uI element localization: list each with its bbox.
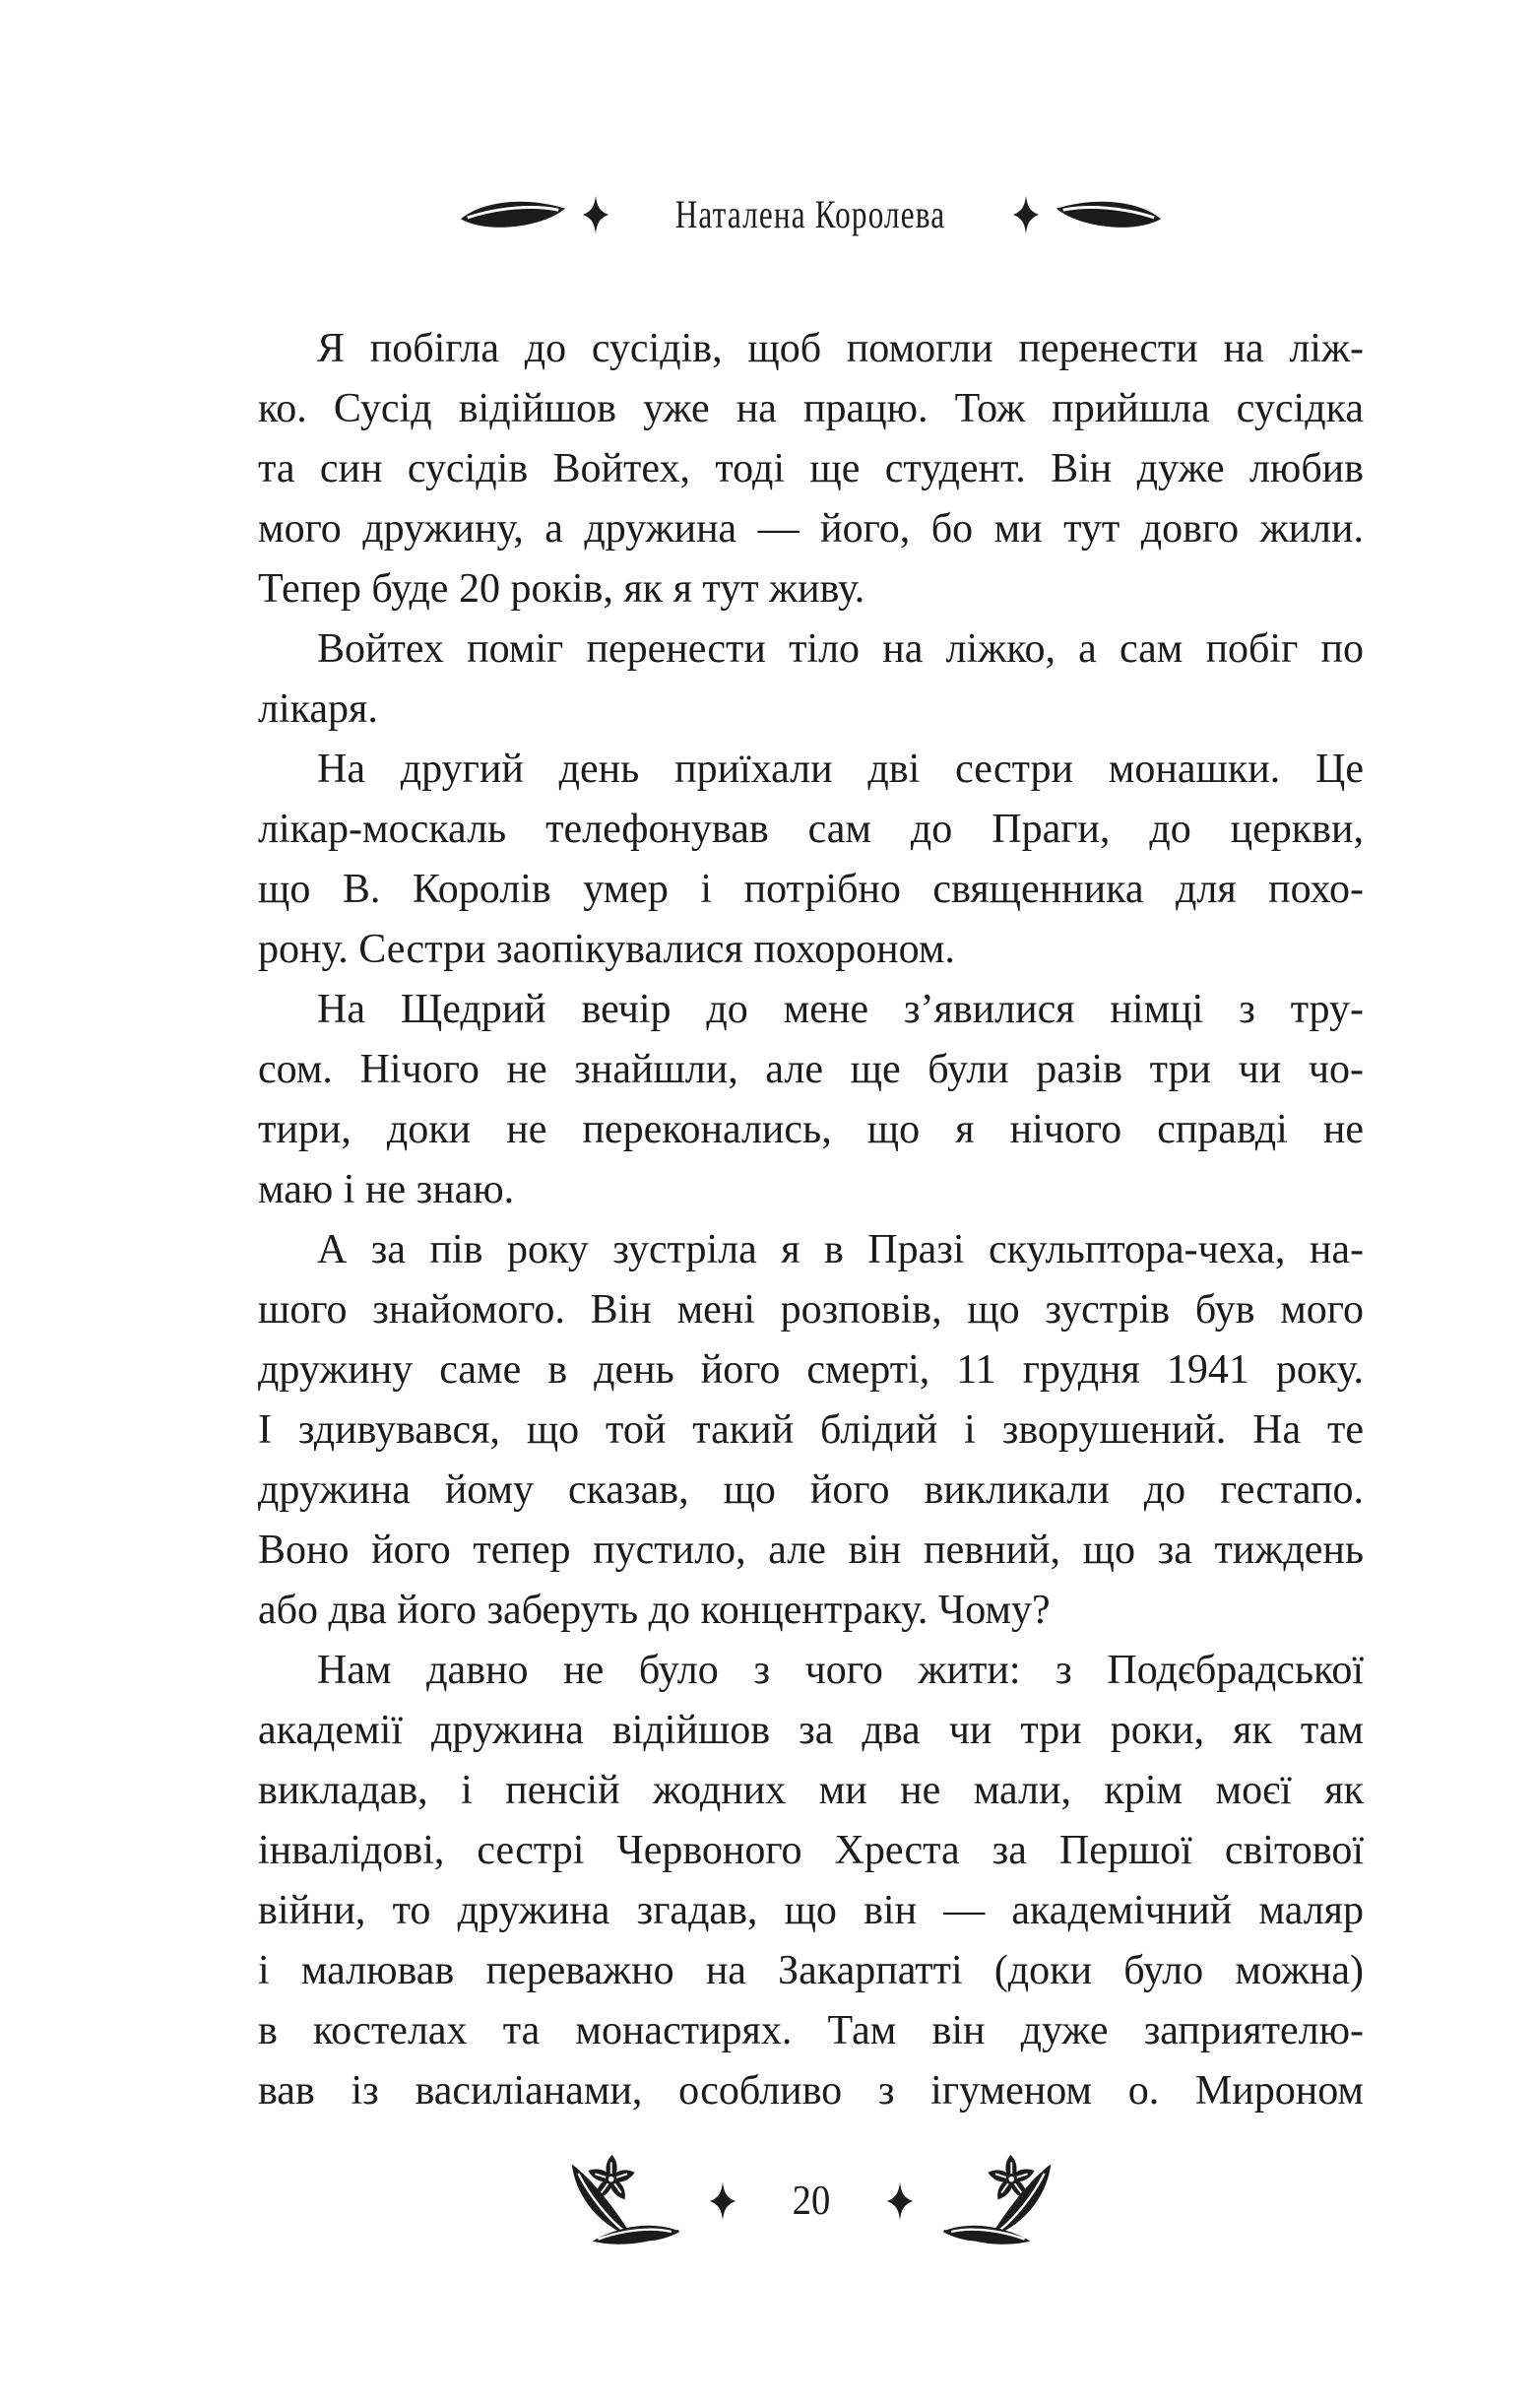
page-footer <box>258 2150 1364 2252</box>
text-line: маю і не знаю. <box>258 1167 515 1212</box>
text-line: інвалідові, сестрі Червоного Хреста за Першої світової <box>258 1828 1364 1873</box>
flower-branch-ornament-icon <box>560 2151 692 2252</box>
text-line: дружина йому сказав, що його викликали до гестапо. <box>258 1467 1364 1513</box>
text-line: На другий день приїхали дві сестри монашки. Це <box>317 747 1364 792</box>
text-line: сом. Нічого не знайшли, але ще були разів три чи чо- <box>258 1047 1364 1092</box>
text-line: А за пів року зустріла я в Празі скульптора-чеха, на- <box>317 1227 1364 1272</box>
leaf-ornament-icon <box>1054 197 1164 233</box>
text-line: академії дружина відійшов за два чи три роки, як там <box>258 1708 1364 1753</box>
text-line: І здивувався, що той такий блідий і зворушений. На те <box>258 1407 1364 1453</box>
text-line: Я побігла до сусідів, щоб помогли перенести на ліж- <box>317 326 1364 371</box>
text-line: шого знайомого. Він мені розповів, що зустрів був мого <box>258 1287 1364 1333</box>
text-line: викладав, і пенсій жодних ми не мали, крім моєї як <box>258 1768 1364 1813</box>
text-line: та син сусідів Войтех, тоді ще студент. Він дуже любив <box>258 446 1364 491</box>
text-line: ко. Сусід відійшов уже на працю. Тож прийшла сусідка <box>258 386 1364 431</box>
text-line: вав із василіанами, особливо з ігуменом о. Мироном <box>258 2068 1364 2114</box>
text-line: в костелах та монастирях. Там він дуже заприятелю- <box>258 2008 1364 2053</box>
body-text <box>258 319 1364 2121</box>
running-header <box>258 187 1364 242</box>
flower-branch-ornament-icon <box>930 2151 1062 2252</box>
four-point-star-icon <box>583 195 608 234</box>
text-line: На Щедрий вечір до мене з’явилися німці з тру- <box>317 987 1364 1032</box>
page-number: 20 <box>792 2179 830 2224</box>
text-line: рону. Сестри заопікувалися похороном. <box>258 927 955 972</box>
text-line: Нам давно не було з чого жити: з Подєбрадської <box>317 1648 1364 1693</box>
text-line: мого дружину, а дружина — його, бо ми тут довго жили. <box>258 506 1364 552</box>
text-line: Воно його тепер пустило, але він певний, що за тиждень <box>258 1528 1364 1573</box>
text-line: дружину саме в день його смерті, 11 грудня 1941 року. <box>258 1347 1364 1393</box>
text-line: війни, то дружина згадав, що він — академічний маляр <box>258 1888 1364 1933</box>
text-line: або два його заберуть до концентраку. Чому? <box>258 1588 1051 1633</box>
leaf-ornament-icon <box>458 197 568 233</box>
text-line: тири, доки не переконались, що я нічого справді не <box>258 1107 1364 1152</box>
running-header-title: Наталена Королева <box>675 192 946 236</box>
text-line: лікар-москаль телефонував сам до Праги, до церкви, <box>258 807 1364 852</box>
text-line: і малював переважно на Закарпатті (доки було можна) <box>258 1948 1364 1993</box>
four-point-star-icon <box>1013 195 1039 234</box>
text-line: Тепер буде 20 років, як я тут живу. <box>258 566 865 612</box>
four-point-star-icon <box>887 2181 913 2221</box>
four-point-star-icon <box>710 2181 736 2221</box>
text-line: Войтех поміг перенести тіло на ліжко, а сам побіг по <box>317 626 1364 672</box>
text-line: що В. Королів умер і потрібно священника для похо- <box>258 867 1364 912</box>
text-line: лікаря. <box>258 686 378 732</box>
